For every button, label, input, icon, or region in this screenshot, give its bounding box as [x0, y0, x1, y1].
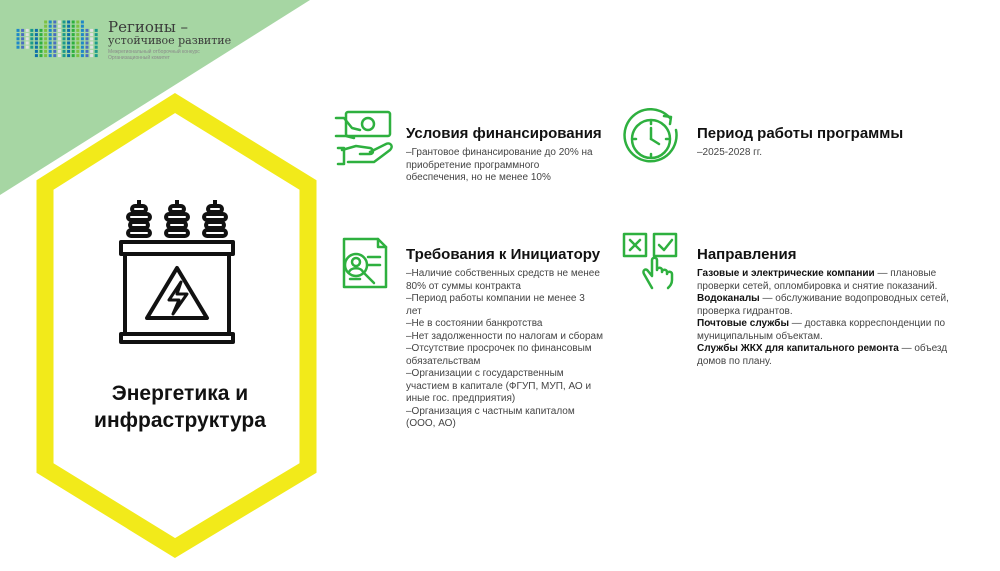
logo-dot — [90, 42, 93, 45]
logo-dot — [35, 33, 38, 36]
logo-dot — [86, 33, 89, 36]
logo-dot — [49, 46, 52, 49]
direction-desc: — плановые — [874, 268, 937, 279]
logo-dot — [44, 46, 47, 49]
initiator-line: (ООО, АО) — [406, 418, 456, 429]
direction-desc: — объезд — [898, 343, 948, 354]
initiator-line: 80% от суммы контракта — [406, 280, 521, 292]
logo-dot — [58, 42, 61, 45]
logo-dot — [76, 33, 79, 36]
logo-dot — [35, 29, 38, 32]
direction-desc: домов по плану. — [697, 355, 772, 367]
logo-dot — [67, 50, 70, 53]
logo-dot — [72, 50, 75, 53]
logo-dot — [44, 50, 47, 53]
logo-dot — [81, 42, 84, 45]
logo-dot — [44, 42, 47, 45]
logo-dot — [90, 33, 93, 36]
logo-dot — [72, 54, 75, 57]
logo-dot — [95, 29, 98, 32]
sector-title-line2: инфраструктура — [94, 409, 266, 432]
logo-dot — [58, 50, 61, 53]
logo-dot — [76, 21, 79, 24]
logo-dot — [26, 42, 29, 45]
logo-dot — [40, 33, 43, 36]
logo-dot — [86, 42, 89, 45]
financing-line: –Грантовое финансирование до 20% на — [406, 147, 593, 158]
logo-dot — [76, 50, 79, 53]
logo-dot — [30, 46, 33, 49]
logo-dot — [67, 25, 70, 28]
logo-dot — [21, 46, 24, 49]
logo-dot — [90, 29, 93, 32]
logo-dot — [63, 37, 66, 40]
directions-text — [697, 268, 987, 368]
direction-desc: — доставка корреспонденции по — [789, 318, 946, 329]
checklist-touch-icon — [620, 230, 682, 292]
logo-dot — [86, 37, 89, 40]
logo-dot — [49, 37, 52, 40]
logo-dot — [90, 46, 93, 49]
logo-dot — [67, 21, 70, 24]
logo-dot — [40, 42, 43, 45]
logo-dot — [40, 46, 43, 49]
logo-dot — [63, 25, 66, 28]
logo-dot — [81, 54, 84, 57]
logo-dot — [30, 42, 33, 45]
logo-dot — [67, 37, 70, 40]
logo-dot — [40, 50, 43, 53]
logo-dot — [67, 42, 70, 45]
logo-dot — [26, 33, 29, 36]
period-text — [697, 147, 917, 160]
logo-dot — [40, 29, 43, 32]
brand-subtitle: устойчивое развитие — [108, 34, 232, 47]
direction-item — [697, 318, 987, 331]
logo-dot — [86, 29, 89, 32]
logo-dot — [58, 54, 61, 57]
initiator-line: –Нет задолженности по налогам и сборам — [406, 330, 603, 342]
logo-dot — [44, 37, 47, 40]
logo-dot — [53, 29, 56, 32]
initiator-line: лет — [406, 305, 422, 317]
logo-dot — [81, 50, 84, 53]
logo-dot — [81, 21, 84, 24]
logo-dot — [30, 37, 33, 40]
logo-dot — [58, 29, 61, 32]
direction-item — [697, 293, 987, 306]
logo-dot — [21, 37, 24, 40]
logo-dot — [72, 46, 75, 49]
clock-icon — [620, 108, 682, 168]
direction-desc: муниципальным объектам. — [697, 330, 823, 342]
direction-desc: проверки сетей, опломбировка и снятие показаний. — [697, 280, 938, 292]
logo-dot — [40, 37, 43, 40]
logo-dot — [53, 42, 56, 45]
logo-dot — [72, 42, 75, 45]
logo-dot — [67, 54, 70, 57]
logo-dot — [76, 54, 79, 57]
logo-dot — [17, 29, 20, 32]
logo-dot — [49, 21, 52, 24]
logo-dot — [95, 46, 98, 49]
logo-dot — [17, 33, 20, 36]
initiator-line: участием в капитале (ФГУП, МУП, АО и — [406, 380, 592, 392]
logo-dot — [49, 42, 52, 45]
money-hand-icon — [334, 108, 396, 166]
logo-dot — [95, 42, 98, 45]
regions-logo — [14, 18, 102, 60]
sector-title-line1: Энергетика и — [111, 382, 249, 405]
logo-dot — [26, 46, 29, 49]
logo-dot — [49, 29, 52, 32]
logo-dot — [17, 46, 20, 49]
document-person-icon — [334, 233, 396, 295]
period-title: Период работы программы — [697, 125, 904, 142]
logo-dot — [44, 25, 47, 28]
logo-dot — [95, 50, 98, 53]
logo-dot — [49, 33, 52, 36]
logo-dot — [76, 29, 79, 32]
logo-dot — [53, 37, 56, 40]
financing-line: приобретение программного — [406, 159, 540, 171]
logo-dot — [58, 46, 61, 49]
logo-dot — [58, 33, 61, 36]
logo-dot — [63, 54, 66, 57]
logo-dot — [26, 29, 29, 32]
initiator-line: –Не в состоянии банкротства — [406, 318, 543, 329]
logo-dot — [90, 37, 93, 40]
logo-dot — [44, 54, 47, 57]
logo-dot — [95, 54, 98, 57]
logo-dot — [49, 25, 52, 28]
logo-dot — [53, 46, 56, 49]
direction-name: Службы ЖКХ для капитального ремонта — [697, 343, 899, 354]
logo-dot — [81, 33, 84, 36]
logo-dot — [72, 21, 75, 24]
direction-desc: проверка гидрантов. — [697, 305, 793, 317]
logo-dot — [95, 33, 98, 36]
logo-dot — [95, 37, 98, 40]
logo-dot — [21, 33, 24, 36]
logo-dot — [90, 54, 93, 57]
logo-dot — [63, 50, 66, 53]
logo-dot — [81, 37, 84, 40]
logo-dot — [72, 33, 75, 36]
logo-dot — [58, 37, 61, 40]
period-line: –2025-2028 гг. — [697, 147, 763, 158]
initiator-text — [406, 268, 621, 431]
logo-dot — [72, 29, 75, 32]
logo-dot — [49, 50, 52, 53]
direction-desc: — обслуживание водопроводных сетей, — [759, 293, 949, 304]
logo-dot — [81, 29, 84, 32]
financing-text — [406, 147, 616, 185]
brand-small-text: Межрегиональный отборочный конкурс Организационный комитет — [108, 49, 200, 61]
financing-title: Условия финансирования — [406, 125, 602, 142]
logo-dot — [63, 33, 66, 36]
logo-dot — [63, 21, 66, 24]
logo-dot — [67, 29, 70, 32]
logo-dot — [53, 25, 56, 28]
logo-dot — [63, 29, 66, 32]
logo-dot — [86, 50, 89, 53]
logo-dot — [30, 29, 33, 32]
logo-dot — [44, 21, 47, 24]
logo-dot — [76, 42, 79, 45]
financing-line: обеспечения, но не менее 10% — [406, 172, 551, 183]
logo-dot — [35, 42, 38, 45]
logo-dot — [35, 50, 38, 53]
logo-dot — [86, 54, 89, 57]
direction-item — [697, 268, 987, 281]
logo-dot — [35, 37, 38, 40]
direction-name: Почтовые службы — [697, 318, 790, 329]
direction-name: Водоканалы — [697, 293, 760, 304]
logo-dot — [21, 29, 24, 32]
logo-dot — [44, 33, 47, 36]
logo-dot — [58, 25, 61, 28]
logo-dot — [53, 50, 56, 53]
direction-item — [697, 343, 987, 356]
initiator-line: –Организации с государственным — [406, 368, 564, 379]
direction-name: Газовые и электрические компании — [697, 268, 875, 279]
logo-dot — [35, 46, 38, 49]
logo-dot — [35, 54, 38, 57]
logo-dot — [76, 37, 79, 40]
logo-dot — [90, 50, 93, 53]
logo-dot — [44, 29, 47, 32]
initiator-line: иные гос. предприятия) — [406, 393, 516, 404]
transformer-icon — [115, 198, 240, 348]
logo-dot — [67, 46, 70, 49]
logo-dot — [63, 46, 66, 49]
logo-dot — [76, 46, 79, 49]
logo-dot — [67, 33, 70, 36]
initiator-title: Требования к Инициатору — [406, 246, 601, 263]
logo-dot — [21, 42, 24, 45]
logo-dot — [30, 33, 33, 36]
logo-dot — [17, 37, 20, 40]
logo-dot — [40, 54, 43, 57]
brand-title: Регионы – — [108, 18, 189, 36]
logo-dot — [53, 21, 56, 24]
directions-title: Направления — [697, 246, 797, 263]
logo-dot — [63, 42, 66, 45]
logo-dot — [26, 37, 29, 40]
logo-dot — [53, 33, 56, 36]
logo-dot — [81, 25, 84, 28]
logo-dot — [86, 46, 89, 49]
initiator-line: –Отсутствие просрочек по финансовым — [406, 343, 592, 354]
sector-title — [70, 380, 290, 434]
logo-dot — [17, 42, 20, 45]
logo-dot — [58, 21, 61, 24]
initiator-line: обязательствам — [406, 355, 481, 367]
logo-dot — [72, 37, 75, 40]
logo-dot — [72, 25, 75, 28]
logo-dot — [81, 46, 84, 49]
initiator-line: –Период работы компании не менее 3 — [406, 293, 585, 304]
logo-dot — [49, 54, 52, 57]
logo-dot — [76, 25, 79, 28]
initiator-line: –Организация с частным капиталом — [406, 405, 575, 417]
initiator-line: –Наличие собственных средств не менее — [406, 268, 600, 279]
logo-dot — [53, 54, 56, 57]
